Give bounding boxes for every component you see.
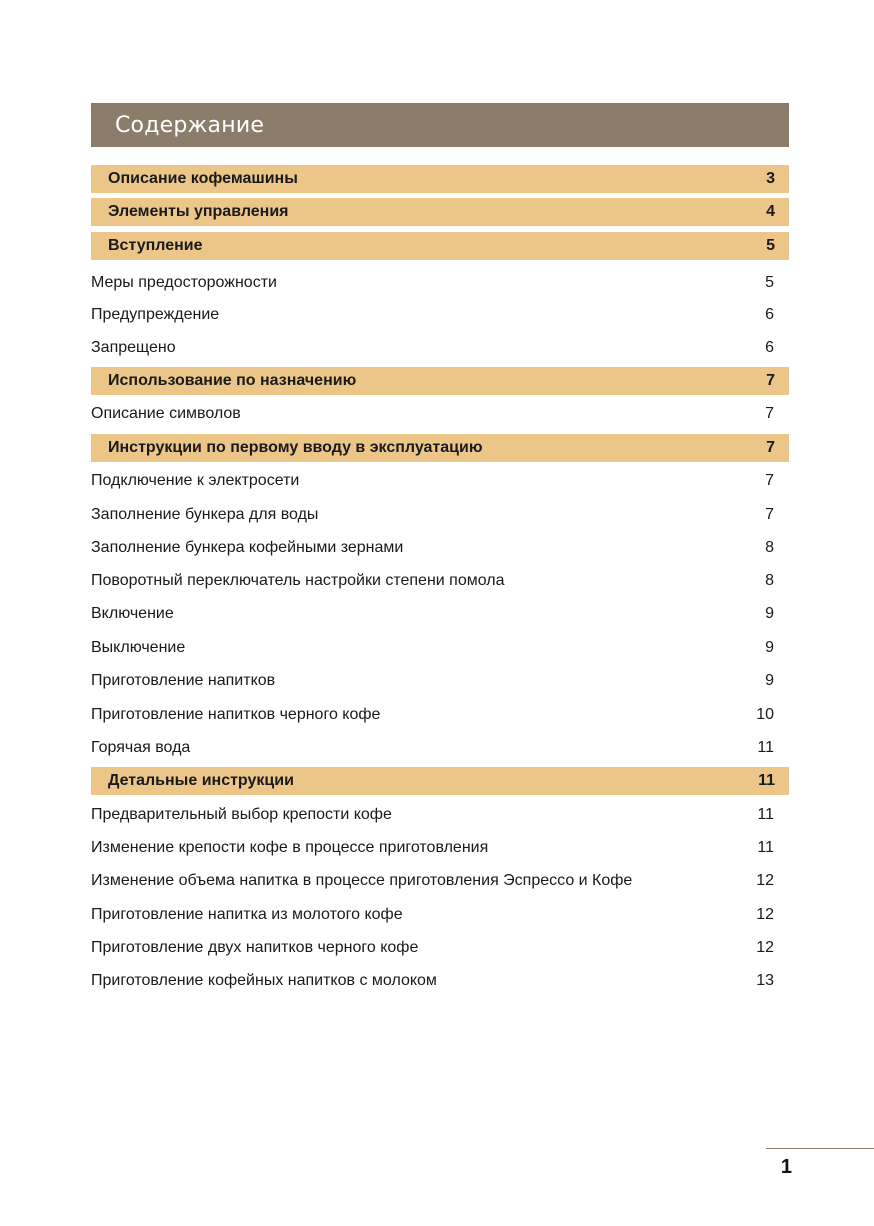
toc-page-number: 12 (756, 906, 774, 923)
toc-item-label: Выключение (91, 639, 186, 656)
toc-page-number: 12 (756, 872, 774, 889)
toc-page-number: 11 (758, 772, 775, 789)
toc-item[interactable] (91, 334, 789, 362)
toc-item[interactable] (91, 667, 789, 695)
toc-item[interactable] (91, 467, 789, 495)
toc-item-label: Приготовление двух напитков черного кофе (91, 939, 419, 956)
toc-item-label: Предварительный выбор крепости кофе (91, 806, 392, 823)
toc-item-label: Включение (91, 605, 174, 622)
toc-item[interactable] (91, 567, 789, 595)
toc-item-label: Приготовление напитка из молотого кофе (91, 906, 403, 923)
toc-page-number: 7 (766, 439, 775, 456)
toc-item-label: Поворотный переключатель настройки степени помола (91, 572, 505, 589)
toc-item[interactable] (91, 301, 789, 329)
toc-item[interactable] (91, 600, 789, 628)
toc-section[interactable] (91, 434, 789, 462)
toc-section[interactable] (91, 767, 789, 795)
toc-section-label: Элементы управления (108, 203, 289, 220)
toc-section-label: Описание кофемашины (108, 170, 298, 187)
toc-page-number: 11 (757, 839, 774, 856)
toc-item-label: Горячая вода (91, 739, 191, 756)
page-number: 1 (780, 1156, 792, 1178)
toc-item[interactable] (91, 934, 789, 962)
toc-page-number: 4 (766, 203, 775, 220)
page-title: Содержание (115, 112, 265, 138)
toc-item-label: Приготовление кофейных напитков с молоком (91, 972, 437, 989)
toc-item[interactable] (91, 734, 789, 762)
toc-page-number: 13 (756, 972, 774, 989)
toc-item-label: Меры предосторожности (91, 274, 277, 291)
toc-item[interactable] (91, 967, 789, 995)
toc-section-label: Вступление (108, 237, 203, 254)
toc-page-number: 6 (765, 339, 774, 356)
toc-page-number: 9 (765, 605, 774, 622)
toc-item-label: Запрещено (91, 339, 176, 356)
toc-page-number: 6 (765, 306, 774, 323)
toc-item[interactable] (91, 801, 789, 829)
toc-page-number: 8 (765, 572, 774, 589)
toc-section[interactable] (91, 198, 789, 226)
toc-page-number: 10 (756, 706, 774, 723)
toc-item[interactable] (91, 701, 789, 729)
toc-item-label: Изменение крепости кофе в процессе приготовления (91, 839, 489, 856)
toc-item[interactable] (91, 534, 789, 562)
toc-page-number: 7 (765, 472, 774, 489)
toc-page-number: 3 (766, 170, 775, 187)
toc-section[interactable] (91, 165, 789, 193)
toc-page-number: 11 (757, 806, 774, 823)
toc-section-label: Детальные инструкции (108, 772, 294, 789)
toc-section[interactable] (91, 367, 789, 395)
toc-item[interactable] (91, 634, 789, 662)
toc-page-number: 9 (765, 672, 774, 689)
toc-page-number: 11 (757, 739, 774, 756)
toc-item-label: Описание символов (91, 405, 241, 422)
toc-page-number: 7 (765, 506, 774, 523)
toc-item[interactable] (91, 834, 789, 862)
toc-page-number: 8 (765, 539, 774, 556)
toc-item-label: Подключение к электросети (91, 472, 300, 489)
toc-item-label: Заполнение бункера кофейными зернами (91, 539, 404, 556)
toc-section[interactable] (91, 232, 789, 260)
toc-page-number: 5 (766, 237, 775, 254)
toc-page-number: 5 (765, 274, 774, 291)
toc-item[interactable] (91, 269, 789, 297)
toc-section-label: Использование по назначению (108, 372, 357, 389)
toc-item-label: Заполнение бункера для воды (91, 506, 319, 523)
toc-item-label: Изменение объема напитка в процессе приготовления Эспрессо и Кофе (91, 872, 633, 889)
toc-page-number: 7 (765, 405, 774, 422)
toc-item-label: Предупреждение (91, 306, 220, 323)
toc-item[interactable] (91, 501, 789, 529)
footer-divider (766, 1148, 874, 1149)
toc-page-number: 9 (765, 639, 774, 656)
toc-page-number: 7 (766, 372, 775, 389)
toc-item-label: Приготовление напитков черного кофе (91, 706, 381, 723)
contents-title-bar (91, 103, 789, 147)
toc-item[interactable] (91, 400, 789, 428)
toc-item[interactable] (91, 901, 789, 929)
toc-page-number: 12 (756, 939, 774, 956)
toc-item-label: Приготовление напитков (91, 672, 276, 689)
toc-section-label: Инструкции по первому вводу в эксплуатацию (108, 439, 483, 456)
toc-item[interactable] (91, 867, 789, 895)
